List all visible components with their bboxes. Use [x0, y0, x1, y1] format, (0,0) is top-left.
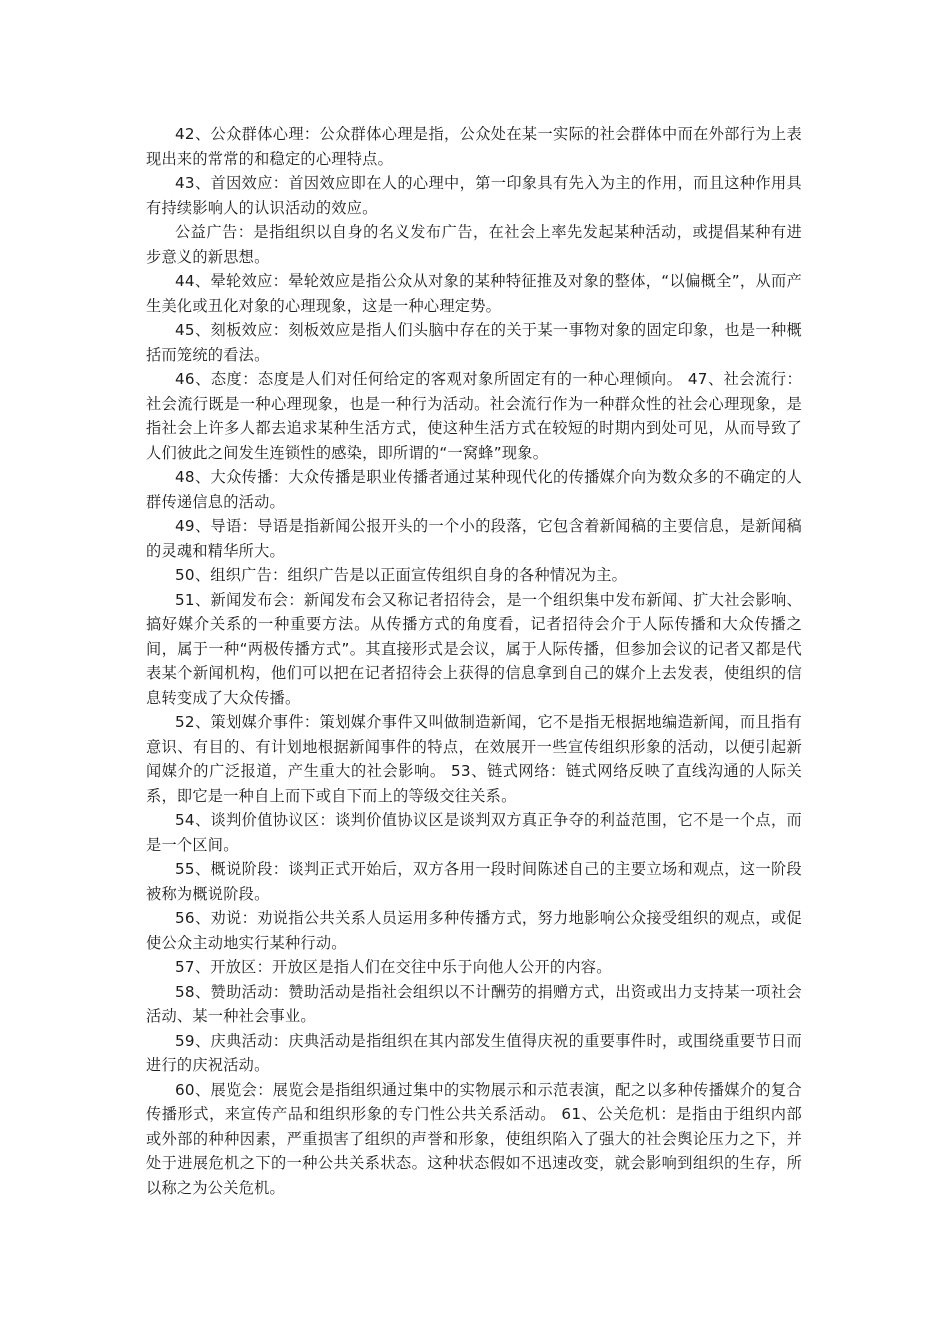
- paragraph-55: 55、概说阶段：谈判正式开始后，双方各用一段时间陈述自己的主要立场和观点，这一阶段被称为概说阶段。: [146, 860, 802, 903]
- paragraph-public-welfare-ad: 公益广告：是指组织以自身的名义发布广告，在社会上率先发起某种活动，或提倡某种有进步意义的新思想。: [146, 223, 802, 266]
- paragraph-54: 54、谈判价值协议区：谈判价值协议区是谈判双方真正争夺的利益范围，它不是一个点，而是一个区间。: [146, 811, 802, 854]
- paragraph-52-53: 52、策划媒介事件：策划媒介事件又叫做制造新闻，它不是指无根据地编造新闻，而且指有意识、有目的、有计划地根据新闻事件的特点，在效展开一些宣传组织形象的活动，以便引起新闻媒介的广泛报道，产生重大的社会影响。 53、链式网络：链式网络反映了直线沟通的人际关系，即它是一种自上而下或自下而上的等级交往关系。: [146, 713, 802, 805]
- paragraph-57: 57、开放区：开放区是指人们在交往中乐于向他人公开的内容。: [175, 958, 612, 976]
- paragraph-58: 58、赞助活动：赞助活动是指社会组织以不计酬劳的捐赠方式，出资或出力支持某一项社会活动、某一种社会事业。: [146, 982, 802, 1025]
- paragraph-49: 49、导语：导语是指新闻公报开头的一个小的段落，它包含着新闻稿的主要信息，是新闻稿的灵魂和精华所大。: [146, 517, 802, 560]
- paragraph-46-47: 46、态度：态度是人们对任何给定的客观对象所固定有的一种心理倾向。 47、社会流行：社会流行既是一种心理现象，也是一种行为活动。社会流行作为一种群众性的社会心理现象，是指社会上许多人都去追求某种生活方式，使这种生活方式在较短的时期内到处可见，从而导致了人们彼此之间发生连锁性的感染，即所谓的“一窝蜂”现象。: [146, 370, 802, 462]
- paragraph-59: 59、庆典活动：庆典活动是指组织在其内部发生值得庆祝的重要事件时，或围绕重要节日而进行的庆祝活动。: [146, 1031, 802, 1074]
- paragraph-51: 51、新闻发布会：新闻发布会又称记者招待会，是一个组织集中发布新闻、扩大社会影响、搞好媒介关系的一种重要方法。从传播方式的角度看，记者招待会介于人际传播和大众传播之间，属于一种“两极传播方式”。其直接形式是会议，属于人际传播，但参加会议的记者又都是代表某个新闻机构，他们可以把在记者招待会上获得的信息拿到自己的媒介上去发表，使组织的信息转变成了大众传播。: [146, 590, 802, 707]
- paragraph-42: 42、公众群体心理：公众群体心理是指，公众处在某一实际的社会群体中而在外部行为上表现出来的常常的和稳定的心理特点。: [146, 125, 802, 168]
- paragraph-48: 48、大众传播：大众传播是职业传播者通过某种现代化的传播媒介向为数众多的不确定的人群传递信息的活动。: [146, 468, 802, 511]
- paragraph-44: 44、晕轮效应：晕轮效应是指公众从对象的某种特征推及对象的整体，“以偏概全”，从而产生美化或丑化对象的心理现象，这是一种心理定势。: [146, 272, 802, 315]
- paragraph-56: 56、劝说：劝说指公共关系人员运用多种传播方式，努力地影响公众接受组织的观点，或促使公众主动地实行某种行动。: [146, 909, 802, 952]
- paragraph-60-61: 60、展览会：展览会是指组织通过集中的实物展示和示范表演，配之以多种传播媒介的复合传播形式，来宣传产品和组织形象的专门性公共关系活动。 61、公关危机：是指由于组织内部或外部的种种因素，严重损害了组织的声誉和形象，使组织陷入了强大的社会舆论压力之下，并处于进展危机之下的一种公共关系状态。这种状态假如不迅速改变，就会影响到组织的生存，所以称之为公关危机。: [146, 1080, 802, 1197]
- paragraph-45: 45、刻板效应：刻板效应是指人们头脑中存在的关于某一事物对象的固定印象，也是一种概括而笼统的看法。: [146, 321, 802, 364]
- paragraph-50: 50、组织广告：组织广告是以正面宣传组织自身的各种情况为主。: [175, 566, 628, 584]
- paragraph-43: 43、首因效应：首因效应即在人的心理中，第一印象具有先入为主的作用，而且这种作用具有持续影响人的认识活动的效应。: [146, 174, 802, 217]
- document-body: [146, 122, 802, 1200]
